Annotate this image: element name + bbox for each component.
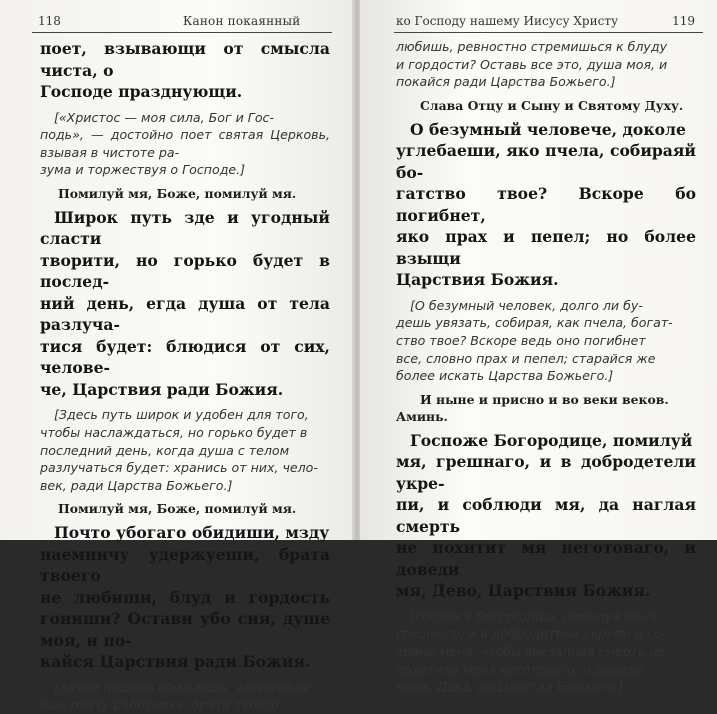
header-rule bbox=[394, 32, 703, 33]
russian-translation: [Здесь путь широк и удобен для того, чтобы наслаждаться, но горько будет в последний день, когда душа с телом разлучаться будет: хранись от них, чело- век, ради Царства Божьего.] bbox=[40, 407, 318, 493]
refrain: И ныне и присно и во веки веков. Аминь. bbox=[396, 391, 669, 424]
church-slavonic-text: О безумный человече, доколе углебаеши, яко пчела, собираяй бо- гатство твое? Вскоре бо погибнет, яко прах и пепел; но более взыщи Царствия Божия. bbox=[396, 119, 696, 290]
russian-translation: [Зачем нищего обижаешь, удерживая ешь плату работника, брата твоего bbox=[40, 679, 310, 713]
russian-translation: [Госпожа Богородица, помилуй меня, грешного, и в добродетели укрепи и со- храни меня, чтобы внезапная смерть не похитила меня неготового, и доведи меня, Дева, до Царства Божьего.] bbox=[396, 608, 667, 695]
refrain: Слава Отцу и Сыну и Святому Духу. bbox=[420, 97, 684, 113]
russian-translation: любишь, ревностно стремишься к блуду и гордости? Оставь все это, душа моя, и покайся ради Царства Божьего.] bbox=[396, 39, 668, 90]
church-slavonic-text: Госпоже Богородице, помилуй мя, грешнаго, и в добродетели укре- пи, и соблюди мя, да наглая смерть не похитит мя неготоваго, и доведи мя, Дево, Царствия Божия. bbox=[396, 430, 696, 601]
church-slavonic-text: поет, взывающи от смысла чиста, о Господе празднующи. bbox=[40, 39, 330, 101]
refrain: Помилуй мя, Боже, помилуй мя. bbox=[58, 501, 297, 517]
header-rule bbox=[32, 32, 332, 33]
left-page-content bbox=[40, 38, 330, 714]
left-page-header bbox=[38, 12, 332, 30]
refrain: Помилуй мя, Боже, помилуй мя. bbox=[58, 185, 297, 201]
right-page-content bbox=[396, 38, 696, 696]
running-title: ко Господу нашему Иисусу Христу bbox=[396, 14, 619, 28]
church-slavonic-text: Широк путь зде и угодный сласти творити, но горько будет в послед- ний день, егда душа от тела разлуча- тися будет: блюдися от сих, челове- че, Царствия ради Божия. bbox=[40, 207, 330, 399]
church-slavonic-text: Почто убогаго обидиши, мзду наемничу удержуеши, брата твоего не любиши, блуд и гордость гониши? Остави убо сия, душе моя, и по- кайся Царствия ради Божия. bbox=[40, 523, 330, 672]
russian-translation: [«Христос — моя сила, Бог и Гос- подь», — достойно поет святая Церковь, взывая в чистоте ра- зума и торжествуя о Господе.] bbox=[40, 109, 330, 178]
page-number: 118 bbox=[38, 14, 61, 28]
right-page bbox=[360, 0, 717, 695]
right-page-header bbox=[396, 12, 699, 30]
running-title: Канон покаянный bbox=[183, 14, 301, 28]
russian-translation: [О безумный человек, долго ли бу- дешь увязать, собирая, как пчела, богат- ство твое? Вскоре ведь оно погибнет все, словно прах и пепел; старайся же более искать Царства Божьего.] bbox=[396, 297, 673, 384]
left-page bbox=[0, 0, 354, 713]
page-number: 119 bbox=[672, 14, 695, 28]
